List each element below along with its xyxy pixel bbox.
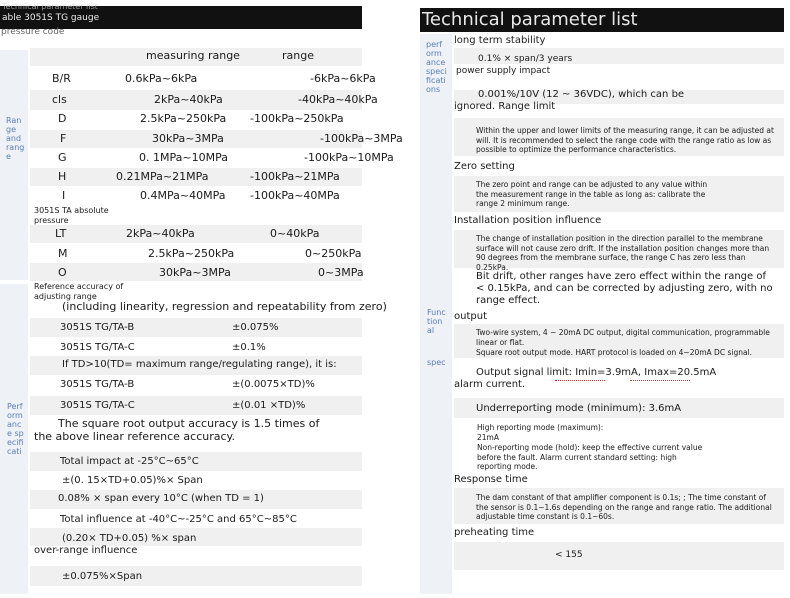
long-term-value: 0.1% × span/3 years <box>478 54 573 64</box>
right-perf-label: perf orm ance speci ficati ons <box>426 40 447 94</box>
row-code: G <box>58 151 67 164</box>
row-range: -100kPa~250kPa <box>250 112 344 125</box>
row-measuring: 2.5kPa~250kPa <box>148 247 235 260</box>
signal-limit: Output signal limit: Imin=3.9mA, Imax=20.5mA <box>476 367 717 378</box>
span-every-text: 0.08% × span every 10°C (when TD = 1) <box>58 493 264 504</box>
range-side-label: Ran ge and rang e <box>6 116 25 161</box>
right-spec-label: spec <box>427 358 446 367</box>
row-measuring: 2kPa~40kPa <box>154 93 223 106</box>
col-header-measuring: measuring range <box>146 49 240 62</box>
row-measuring: 2.5kPa~250kPa <box>140 112 227 125</box>
zero-setting-text: The zero point and range can be adjusted to any value within the measurement range in the table as long as: calibrate the range 2 minimum range. <box>476 180 708 208</box>
td-row-model: 3051S TG/TA-C <box>60 400 135 411</box>
power-supply-label: power supply impact <box>456 66 551 76</box>
preheating-heading: preheating time <box>454 527 535 538</box>
row-range: -40kPa~40kPa <box>298 93 378 106</box>
underreporting-mode: Underreporting mode (minimum): 3.6mA <box>476 403 682 414</box>
left-title-fragment: Technical parameter list <box>2 2 98 11</box>
total-impact-value: ±(0. 15×TD+0.05)%× Span <box>62 475 203 486</box>
total-influence-label: Total influence at -40°C~-25°C and 65°C~85°C <box>60 514 297 525</box>
response-time-heading: Response time <box>454 474 528 485</box>
output-heading: output <box>454 311 487 322</box>
non-reporting-mode: Non-reporting mode (hold): keep the effective current value before the fault. Alarm current standard setting: high reporting mode. <box>477 443 703 471</box>
response-time-text: The dam constant of that amplifier component is 0.1s; ; The time constant of the sensor is 0.1~1.6s depending on the range and range ratio. The additional adjustable time constant is 0.1~60s. <box>476 493 772 521</box>
range-limit-heading: ignored. Range limit <box>454 101 556 112</box>
acc-row-model: 3051S TG/TA-B <box>60 322 135 333</box>
including-note: (including linearity, regression and repeatability from zero) <box>62 300 387 313</box>
row-range: -100kPa~40MPa <box>250 189 340 202</box>
row-range: -6kPa~6kPa <box>310 72 376 85</box>
high-reporting-mode: High reporting mode (maximum): 21mA <box>477 423 604 442</box>
acc-row-value: ±0.1% <box>232 342 266 353</box>
ref-accuracy-title: Reference accuracy of adjusting range <box>34 282 124 301</box>
td-row-value: ±(0.01 ×TD)% <box>232 400 306 411</box>
row-range: 0~3MPa <box>318 266 364 279</box>
row-range: -100kPa~3MPa <box>320 132 403 145</box>
row-measuring: 0.4MPa~40MPa <box>140 189 226 202</box>
right-func-side <box>420 304 452 594</box>
over-range-value: ±0.075%×Span <box>62 571 143 582</box>
output-text-1: Two-wire system, 4 ~ 20mA DC output, digital communication, programmable linear or flat. <box>476 328 770 347</box>
right-title: Technical parameter list <box>422 9 638 30</box>
perf-side-label: Perf orm anc e sp ecifi cati <box>7 402 24 456</box>
acc-row-model: 3051S TG/TA-C <box>60 342 135 353</box>
right-func-label: Func tion al <box>427 308 446 335</box>
row-measuring: 30kPa~3MPa <box>159 266 231 279</box>
range-side-column <box>0 50 28 280</box>
row-range: 0~250kPa <box>305 247 362 260</box>
signal-limit-underline-2 <box>630 380 690 381</box>
col-header-range: range <box>282 49 314 62</box>
row-range: -100kPa~10MPa <box>304 151 394 164</box>
row-measuring: 30kPa~3MPa <box>152 132 224 145</box>
over-range-label: over-range influence <box>34 545 138 556</box>
row-code: cls <box>52 93 67 106</box>
long-term-stability: long term stability <box>454 35 546 46</box>
row-range: -100kPa~21MPa <box>250 170 340 183</box>
row-measuring: 2kPa~40kPa <box>126 227 195 240</box>
row-code: F <box>60 132 67 145</box>
row-measuring: 0.21MPa~21MPa <box>116 170 209 183</box>
sqrt-note-line1: The square root output accuracy is 1.5 times of <box>58 417 320 430</box>
zero-setting-heading: Zero setting <box>454 161 515 172</box>
power-supply-value: 0.001%/10V (12 ~ 36VDC), which can be <box>478 89 685 100</box>
td-row-value: ±(0.0075×TD)% <box>232 379 315 390</box>
td-row-model: 3051S TG/TA-B <box>60 379 135 390</box>
preheating-value: < 155 <box>555 550 583 560</box>
bit-drift-text: Bit drift, other ranges have zero effect within the range of < 0.15kPa, and can be corrected by adjusting zero, with no range effect. <box>476 271 773 306</box>
td-note: If TD>10(TD= maximum range/regulating range), it is: <box>62 359 337 370</box>
row-measuring: 0. 1MPa~10MPa <box>139 151 228 164</box>
left-table-title: able 3051S TG gauge <box>2 13 100 23</box>
row-code: O <box>58 266 67 279</box>
range-limit-text: Within the upper and lower limits of the measuring range, it can be adjusted at will. It is recommended to select the range code with the range ratio as low as possible to optimize the performance characteristics. <box>476 126 774 154</box>
acc-row-value: ±0.075% <box>232 322 279 333</box>
total-impact-label: Total impact at -25°C~65°C <box>60 456 199 467</box>
signal-limit-underline <box>555 380 605 381</box>
absolute-section-title: 3051S TA absolute pressure <box>34 206 109 225</box>
alarm-current-heading: alarm current. <box>454 379 526 390</box>
install-text: The change of installation position in the direction parallel to the membrane surface will not cause zero drift. If the installation position changes more than 90 degrees from the membrane surface, the range C has zero less than 0.25kPa. <box>476 234 770 272</box>
left-table-subtitle: pressure code <box>1 27 65 37</box>
sqrt-note-line2: the above linear reference accuracy. <box>34 430 235 443</box>
row-code: D <box>58 112 67 125</box>
preheating-band <box>454 542 784 570</box>
row-measuring: 0.6kPa~6kPa <box>125 72 198 85</box>
output-text-2: Square root output mode. HART protocol is loaded on 4~20mA DC signal. <box>476 348 753 357</box>
install-heading: Installation position influence <box>454 215 602 226</box>
row-code: I <box>62 189 66 202</box>
row-code: M <box>58 247 68 260</box>
row-code: H <box>58 170 67 183</box>
row-range: 0~40kPa <box>270 227 320 240</box>
row-code: B/R <box>52 72 71 85</box>
total-influence-value: (0.20× TD+0.05) %× span <box>62 533 197 544</box>
row-code: LT <box>55 227 67 240</box>
